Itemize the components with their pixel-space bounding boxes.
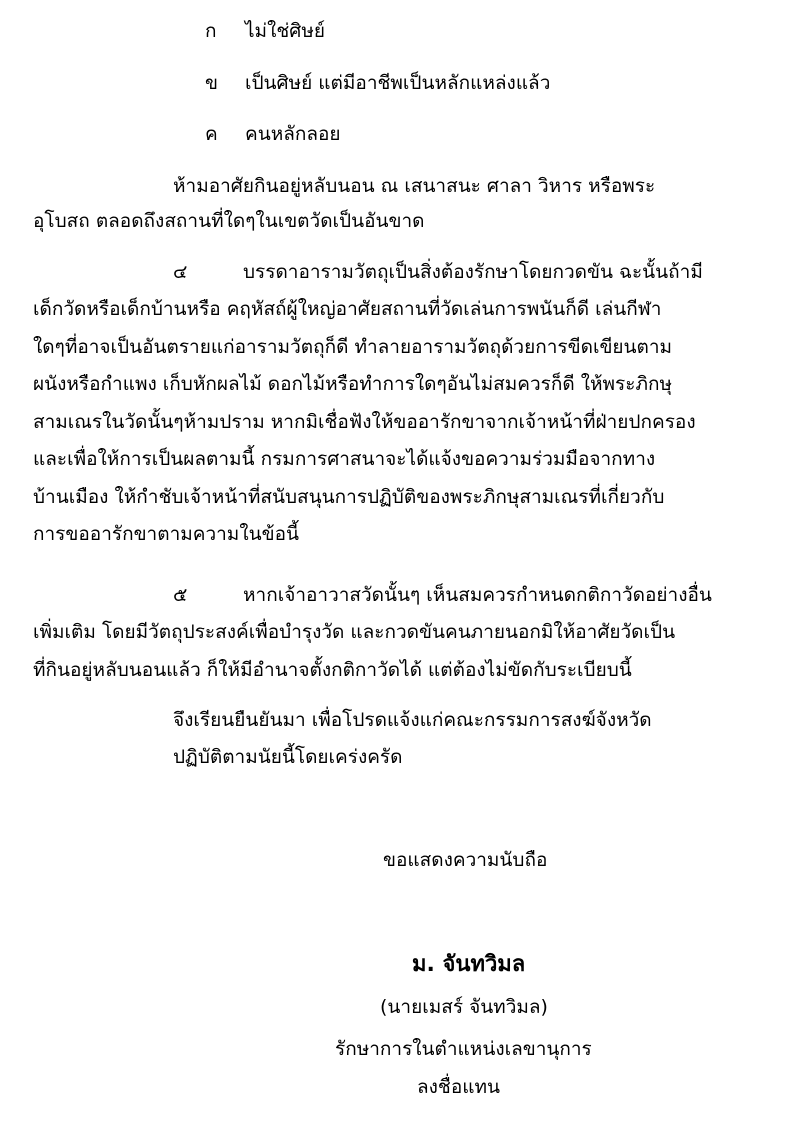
prohibition-line-1: ห้ามอาศัยกินอยู่หลับนอน ณ เสนาสนะ ศาลา วิหาร หรือพระ xyxy=(173,175,656,197)
section-4-line-7: บ้านเมือง ให้กำชับเจ้าหน้าที่สนับสนุนการปฏิบัติของพระภิกษุสามเณรที่เกี่ยวกับ xyxy=(33,486,665,508)
full-name: (นายเมสร์ จันทวิมล) xyxy=(380,996,548,1018)
section-4-line-3: ใดๆที่อาจเป็นอันตรายแก่อารามวัตถุก็ดี ทำลายอารามวัตถุด้วยการขีดเขียนตาม xyxy=(33,336,673,358)
section-4-line-6: และเพื่อให้การเป็นผลตามนี้ กรมการศาสนาจะได้แจ้งขอความร่วมมือจากทาง xyxy=(33,448,656,470)
closing-line-2: ปฏิบัติตามนัยนี้โดยเคร่งครัด xyxy=(173,746,403,768)
section-4-line-5: สามเณรในวัดนั้นๆห้ามปราม หากมิเชื่อฟังให้ขออารักขาจากเจ้าหน้าที่ฝ่ายปกครอง xyxy=(33,411,696,433)
section-4-line-2: เด็กวัดหรือเด็กบ้านหรือ คฤหัสถ์ผู้ใหญ่อาศัยสถานที่วัดเล่นการพนันก็ดี เล่นกีฬา xyxy=(33,298,662,320)
signing-for: ลงชื่อแทน xyxy=(417,1076,500,1098)
prohibition-line-2: อุโบสถ ตลอดถึงสถานที่ใดๆในเขตวัดเป็นอันขาด xyxy=(33,210,425,232)
section-4-line-8: การขออารักขาตามความในข้อนี้ xyxy=(33,523,299,545)
list-text: ไม่ใช่ศิษย์ xyxy=(245,20,325,42)
list-text: คนหลักลอย xyxy=(245,123,341,145)
list-marker: ก xyxy=(205,20,217,42)
section-4-line-1: บรรดาอารามวัตถุเป็นสิ่งต้องรักษาโดยกวดขัน ฉะนั้นถ้ามี xyxy=(243,261,703,283)
list-item-kho-khwai xyxy=(205,121,605,147)
section-5-number: ๕ xyxy=(173,584,188,606)
section-5-line-3: ที่กินอยู่หลับนอนแล้ว ก็ให้มีอำนาจตั้งกติกาวัดได้ แต่ต้องไม่ขัดกับระเบียบนี้ xyxy=(33,659,632,681)
section-4-line-4: ผนังหรือกำแพง เก็บหักผลไม้ ดอกไม้หรือทำการใดๆอันไม่สมควรก็ดี ให้พระภิกษุ xyxy=(33,373,673,395)
section-5-line-1: หากเจ้าอาวาสวัดนั้นๆ เห็นสมควรกำหนดกติกาวัดอย่างอื่น xyxy=(243,584,712,606)
position-title: รักษาการในตำแหน่งเลขานุการ xyxy=(335,1038,592,1060)
section-4-number: ๔ xyxy=(173,261,188,283)
section-5-line-2: เพิ่มเติม โดยมีวัตถุประสงค์เพื่อบำรุงวัด และกวดขันคนภายนอกมิให้อาศัยวัดเป็น xyxy=(33,621,676,643)
signature-name: ม. จันทวิมล xyxy=(412,952,526,977)
list-marker: ค xyxy=(205,123,218,145)
signoff-text: ขอแสดงความนับถือ xyxy=(383,849,548,871)
list-item-ka xyxy=(205,18,605,44)
list-marker: ข xyxy=(205,72,218,94)
list-item-kho xyxy=(205,70,705,96)
list-text: เป็นศิษย์ แต่มีอาชีพเป็นหลักแหล่งแล้ว xyxy=(245,72,551,94)
closing-line-1: จึงเรียนยืนยันมา เพื่อโปรดแจ้งแก่คณะกรรมการสงฆ์จังหวัด xyxy=(173,709,652,731)
